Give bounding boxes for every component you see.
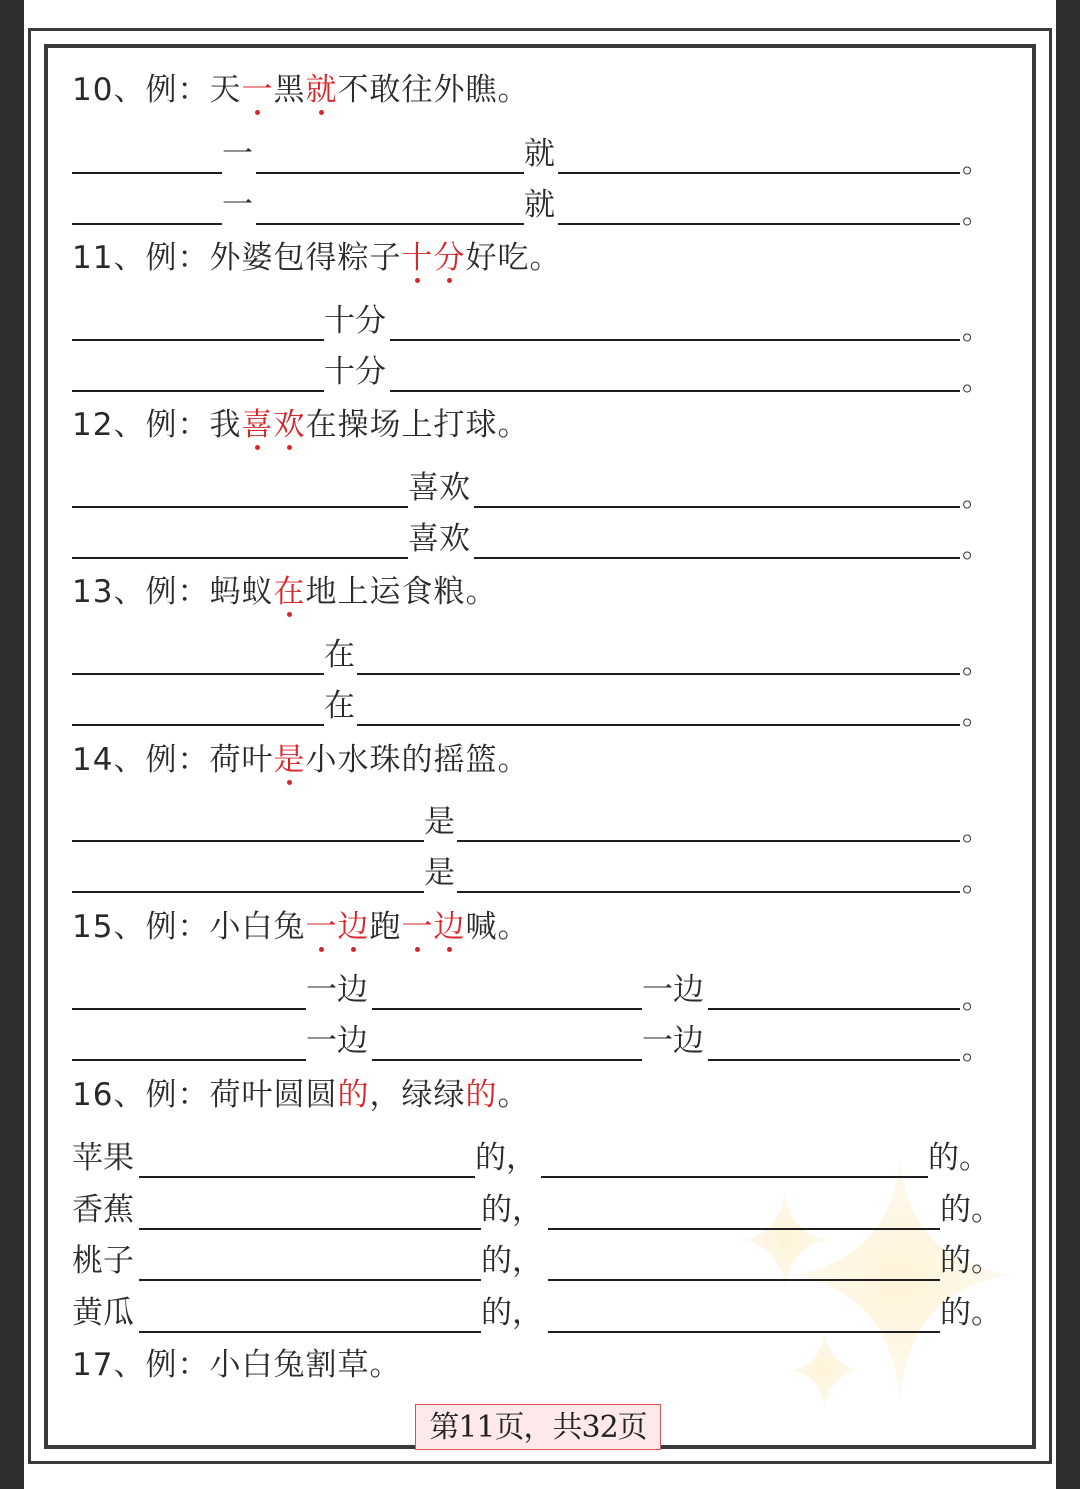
row-end: 的。 [928,1140,990,1176]
blank-line[interactable] [256,223,524,225]
q11-part-3: 好吃。 [465,240,562,276]
fill-word: 一边 [306,1023,368,1059]
q13-keyword-1: 在 [273,574,306,610]
q12-part-3: 在操场上打球。 [305,407,530,443]
q15-lead: 、例： [113,909,210,945]
row-mid: 的， [481,1243,543,1279]
fill-word: 一边 [642,972,704,1008]
period-mark: 。 [962,865,991,898]
fill-word: 在 [324,637,355,673]
right-edge-bar [1056,0,1080,1489]
blank-line[interactable] [72,1008,306,1010]
left-edge-bar [0,0,24,1489]
q12-keyword-2: 欢 [273,407,306,443]
fill-word: 喜欢 [408,470,470,506]
q11-keyword-2: 分 [433,240,466,276]
q10-part-4: 不敢往外瞧。 [337,72,530,108]
blank-line[interactable] [72,172,222,174]
blank-line[interactable] [72,840,424,842]
question-16-title [72,1075,529,1115]
blank-line[interactable] [390,390,960,392]
blank-line[interactable] [708,1059,960,1061]
row-end: 的。 [940,1295,1002,1331]
fill-word: 是 [424,855,455,891]
q13-number: 13 [72,574,114,610]
fill-word: 十分 [324,354,386,390]
row-end: 的。 [940,1243,1002,1279]
q15-part-3: 跑 [369,909,402,945]
q16-number: 16 [72,1077,114,1113]
blank-line[interactable] [474,557,960,559]
blank-line[interactable] [139,1331,481,1333]
blank-line[interactable] [390,339,960,341]
q11-part-0: 外婆包得粽子 [209,240,402,276]
blank-line[interactable] [72,724,324,726]
blank-line[interactable] [72,506,408,508]
row-prefix: 苹果 [72,1140,134,1176]
period-mark: 。 [962,982,991,1015]
question-10-title [72,70,529,110]
q13-lead: 、例： [113,574,210,610]
q10-number: 10 [72,72,114,108]
blank-line[interactable] [72,390,324,392]
blank-line[interactable] [72,557,408,559]
blank-line[interactable] [708,1008,960,1010]
q11-keyword-1: 十 [401,240,434,276]
period-mark: 。 [962,313,991,346]
q12-number: 12 [72,407,114,443]
q17-number: 17 [72,1347,114,1383]
q14-keyword-1: 是 [273,742,306,778]
q15-keyword-5: 边 [433,909,466,945]
period-mark: 。 [962,480,991,513]
row-mid: 的， [475,1140,537,1176]
blank-line[interactable] [357,673,960,675]
blank-line[interactable] [457,840,960,842]
sparkle-icon [730,1150,1030,1420]
period-mark: 。 [962,1033,991,1066]
question-17-title [72,1345,401,1385]
question-11-title [72,238,561,278]
q13-part-0: 蚂蚁 [209,574,274,610]
q15-part-0: 小白兔 [209,909,306,945]
blank-line[interactable] [139,1279,481,1281]
period-mark: 。 [962,814,991,847]
q16-part-4: 。 [497,1077,530,1113]
period-mark: 。 [962,531,991,564]
blank-line[interactable] [548,1279,940,1281]
fill-word: 就 [524,187,555,223]
q15-keyword-1: 一 [305,909,338,945]
fill-word: 就 [524,136,555,172]
row-prefix: 黄瓜 [72,1295,134,1331]
q12-lead: 、例： [113,407,210,443]
q15-keyword-2: 边 [337,909,370,945]
q16-keyword-1: 的 [337,1077,370,1113]
row-prefix: 香蕉 [72,1192,134,1228]
q17-part-0: 小白兔割草。 [209,1347,402,1383]
q15-number: 15 [72,909,114,945]
q11-number: 11 [72,240,114,276]
blank-line[interactable] [139,1176,475,1178]
q16-keyword-3: 的 [465,1077,498,1113]
q15-keyword-4: 一 [401,909,434,945]
blank-line[interactable] [558,172,960,174]
blank-line[interactable] [72,673,324,675]
q10-part-2: 黑 [273,72,306,108]
period-mark: 。 [962,698,991,731]
row-end: 的。 [940,1192,1002,1228]
q17-lead: 、例： [113,1347,210,1383]
blank-line[interactable] [72,223,222,225]
blank-line[interactable] [548,1331,940,1333]
fill-word: 一 [222,187,253,223]
q14-lead: 、例： [113,742,210,778]
fill-word: 一边 [642,1023,704,1059]
question-14-title [72,740,529,780]
blank-line[interactable] [139,1228,481,1230]
q16-part-2: ，绿绿 [369,1077,466,1113]
row-prefix: 桃子 [72,1243,134,1279]
blank-line[interactable] [372,1059,642,1061]
fill-word: 一 [222,136,253,172]
question-12-title [72,405,529,445]
blank-line[interactable] [548,1228,940,1230]
q16-lead: 、例： [113,1077,210,1113]
fill-word: 喜欢 [408,521,470,557]
q14-part-0: 荷叶 [209,742,274,778]
q10-part-0: 天 [209,72,242,108]
q14-number: 14 [72,742,114,778]
blank-line[interactable] [372,1008,642,1010]
question-13-title [72,572,497,612]
fill-word: 一边 [306,972,368,1008]
period-mark: 。 [962,647,991,680]
q10-lead: 、例： [113,72,210,108]
question-15-title [72,907,529,947]
q10-keyword-1: 一 [241,72,274,108]
fill-word: 在 [324,688,355,724]
period-mark: 。 [962,146,991,179]
blank-line[interactable] [72,339,324,341]
q11-lead: 、例： [113,240,210,276]
blank-line[interactable] [558,223,960,225]
row-mid: 的， [481,1295,543,1331]
top-edge-white [24,0,1056,20]
q16-part-0: 荷叶圆圆 [209,1077,338,1113]
q10-keyword-2: 就 [305,72,338,108]
q13-part-2: 地上运食粮。 [305,574,498,610]
blank-line[interactable] [474,506,960,508]
blank-line[interactable] [457,891,960,893]
period-mark: 。 [962,364,991,397]
q14-part-2: 小水珠的摇篮。 [305,742,530,778]
q12-part-0: 我 [209,407,242,443]
fill-word: 是 [424,804,455,840]
blank-line[interactable] [72,891,424,893]
page-number-footer: 第11页，共32页 [415,1404,661,1450]
blank-line[interactable] [72,1059,306,1061]
period-mark: 。 [962,197,991,230]
row-mid: 的， [481,1192,543,1228]
blank-line[interactable] [541,1176,928,1178]
blank-line[interactable] [357,724,960,726]
q15-part-6: 喊。 [465,909,530,945]
fill-word: 十分 [324,303,386,339]
blank-line[interactable] [256,172,524,174]
q12-keyword-1: 喜 [241,407,274,443]
